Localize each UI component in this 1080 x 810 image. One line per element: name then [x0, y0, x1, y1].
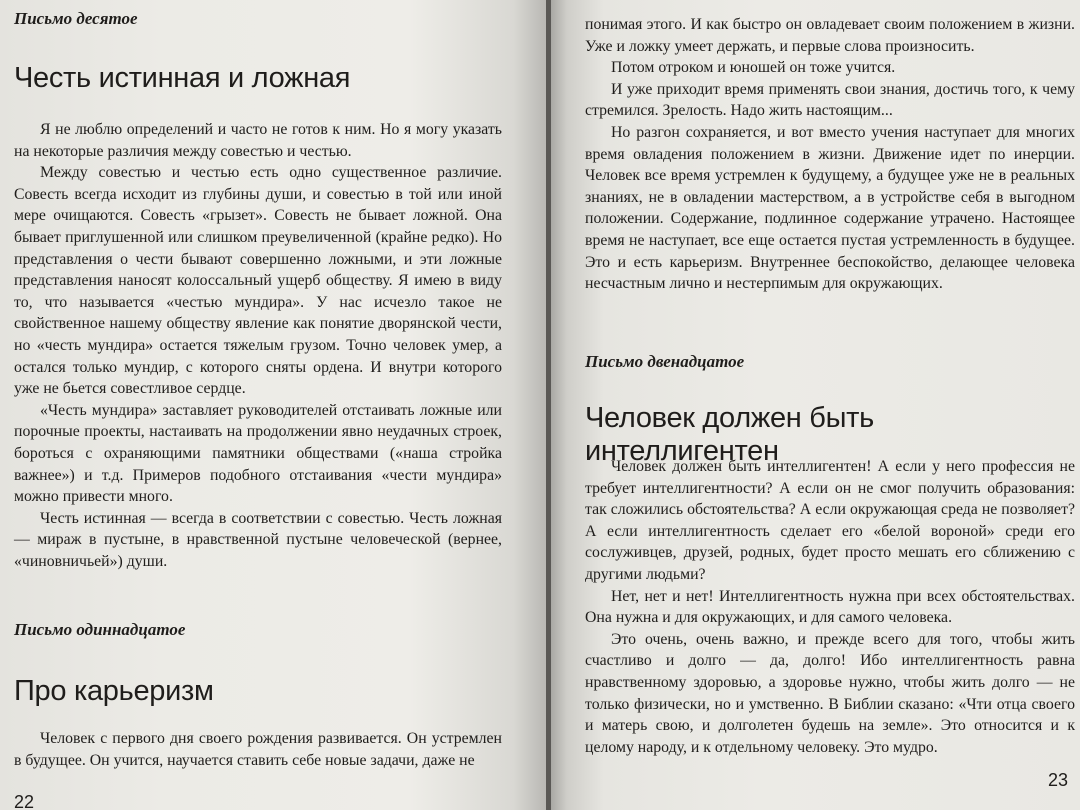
letter-12-label: Письмо двенадцатое [585, 352, 745, 371]
letter-10-body [14, 119, 502, 572]
page-number: 22 [14, 792, 35, 810]
letter-11-continuation [585, 14, 1075, 295]
paragraph: Человек с первого дня своего рождения развивается. Он устремлен в будущее. Он учится, научается ставить себе новые задачи, даже не [14, 730, 502, 769]
paragraph: Человек должен быть интеллигентен! А если у него профессия не требует интеллигентности? А если он не смог получить образования: так сложились обстоятельства? А если окружающая среда не позволяет? А если интеллигентность сделает его «белой вороной» среди его сослуживцев, друзей, родных, будет просто мешать его сближению с другими людьми? [585, 458, 1075, 583]
page-number: 23 [1047, 770, 1068, 790]
letter-12-body [585, 456, 1075, 758]
running-head: Письмо десятое [14, 9, 138, 28]
paragraph: И уже приходит время применять свои знания, достичь того, к чему стремился. Зрелость. Надо жить настоящим... [585, 80, 1075, 120]
paragraph: понимая этого. И как быстро он овладевает своим положением в жизни. Уже и ложку умеет держать, и первые слова произносить. [585, 16, 1075, 55]
paragraph: «Честь мундира» заставляет руководителей отстаивать ложные или порочные проекты, настаивать на продолжении явно неудачных строек, бороться с охраняющими памятники обществами («наша стройка важнее») и т.д. Примеров подобного отстаивания «чести мундира» можно привести много. [14, 401, 502, 506]
paragraph: Это очень, очень важно, и прежде всего для того, чтобы жить счастливо и долго — да, долго! Ибо интеллигентность равна нравственному здоровью, а здоровье нужно, чтобы жить долго — не только физически, но и умственно. В Библии сказано: «Чти отца своего и матерь свою, и долголетен будешь на земле». Это относится и к целому народу, и к отдельному человеку. Это мудро. [585, 630, 1075, 756]
letter-11-title: Про карьеризм [14, 675, 214, 707]
letter-11-body [14, 728, 502, 771]
paragraph: Честь истинная — всегда в соответствии с совестью. Честь ложная — мираж в пустыне, в нравственной пустыне человеческой (вернее, «чиновничьей») души. [14, 509, 502, 570]
paragraph: Я не люблю определений и часто не готов к ним. Но я могу указать на некоторые различия между совестью и честью. [14, 121, 502, 160]
paragraph: Нет, нет и нет! Интеллигентность нужна при всех обстоятельствах. Она нужна и для окружающих, и для самого человека. [585, 587, 1075, 627]
paragraph: Между совестью и честью есть одно существенное различие. Совесть всегда исходит из глубины души, и совестью в той или иной мере очищаются. Совесть «грызет». Совесть не бывает ложной. Она бывает приглушенной или слишком преувеличенной (крайне редко). Но представления о чести бывают совершенно ложными, и эти ложные представления наносят колоссальный ущерб обществу. Я имею в виду то, что называется «честью мундира». У нас исчезло такое не свойственное нашему обществу явление как понятие дворянской чести, но «честь мундира» остается тяжелым грузом. Точно человек умер, а остался только мундир, с которого сняты ордена. И внутри которого уже не бьется совестливое сердце. [14, 164, 502, 398]
letter-11-label: Письмо одиннадцатое [14, 620, 186, 639]
letter-10-title: Честь истинная и ложная [14, 62, 351, 94]
letter-12-title: Человек должен быть интеллигентен [585, 402, 874, 467]
paragraph: Но разгон сохраняется, и вот вместо учения наступает для многих время овладения положением в жизни. Движение идет по инерции. Человек все время устремлен к будущему, а будущее уже не в реальных знаниях, не в овладении мастерством, а в устройстве себя в выгодном положении. Содержание, подлинное содержание утрачено. Настоящее время не наступает, все еще остается пустая устремленность в будущее. Это и есть карьеризм. Внутреннее беспокойство, делающее человека несчастным лично и нестерпимым для окружающих. [585, 123, 1075, 293]
right-page [551, 0, 1080, 810]
paragraph: Потом отроком и юношей он тоже учится. [611, 59, 896, 77]
